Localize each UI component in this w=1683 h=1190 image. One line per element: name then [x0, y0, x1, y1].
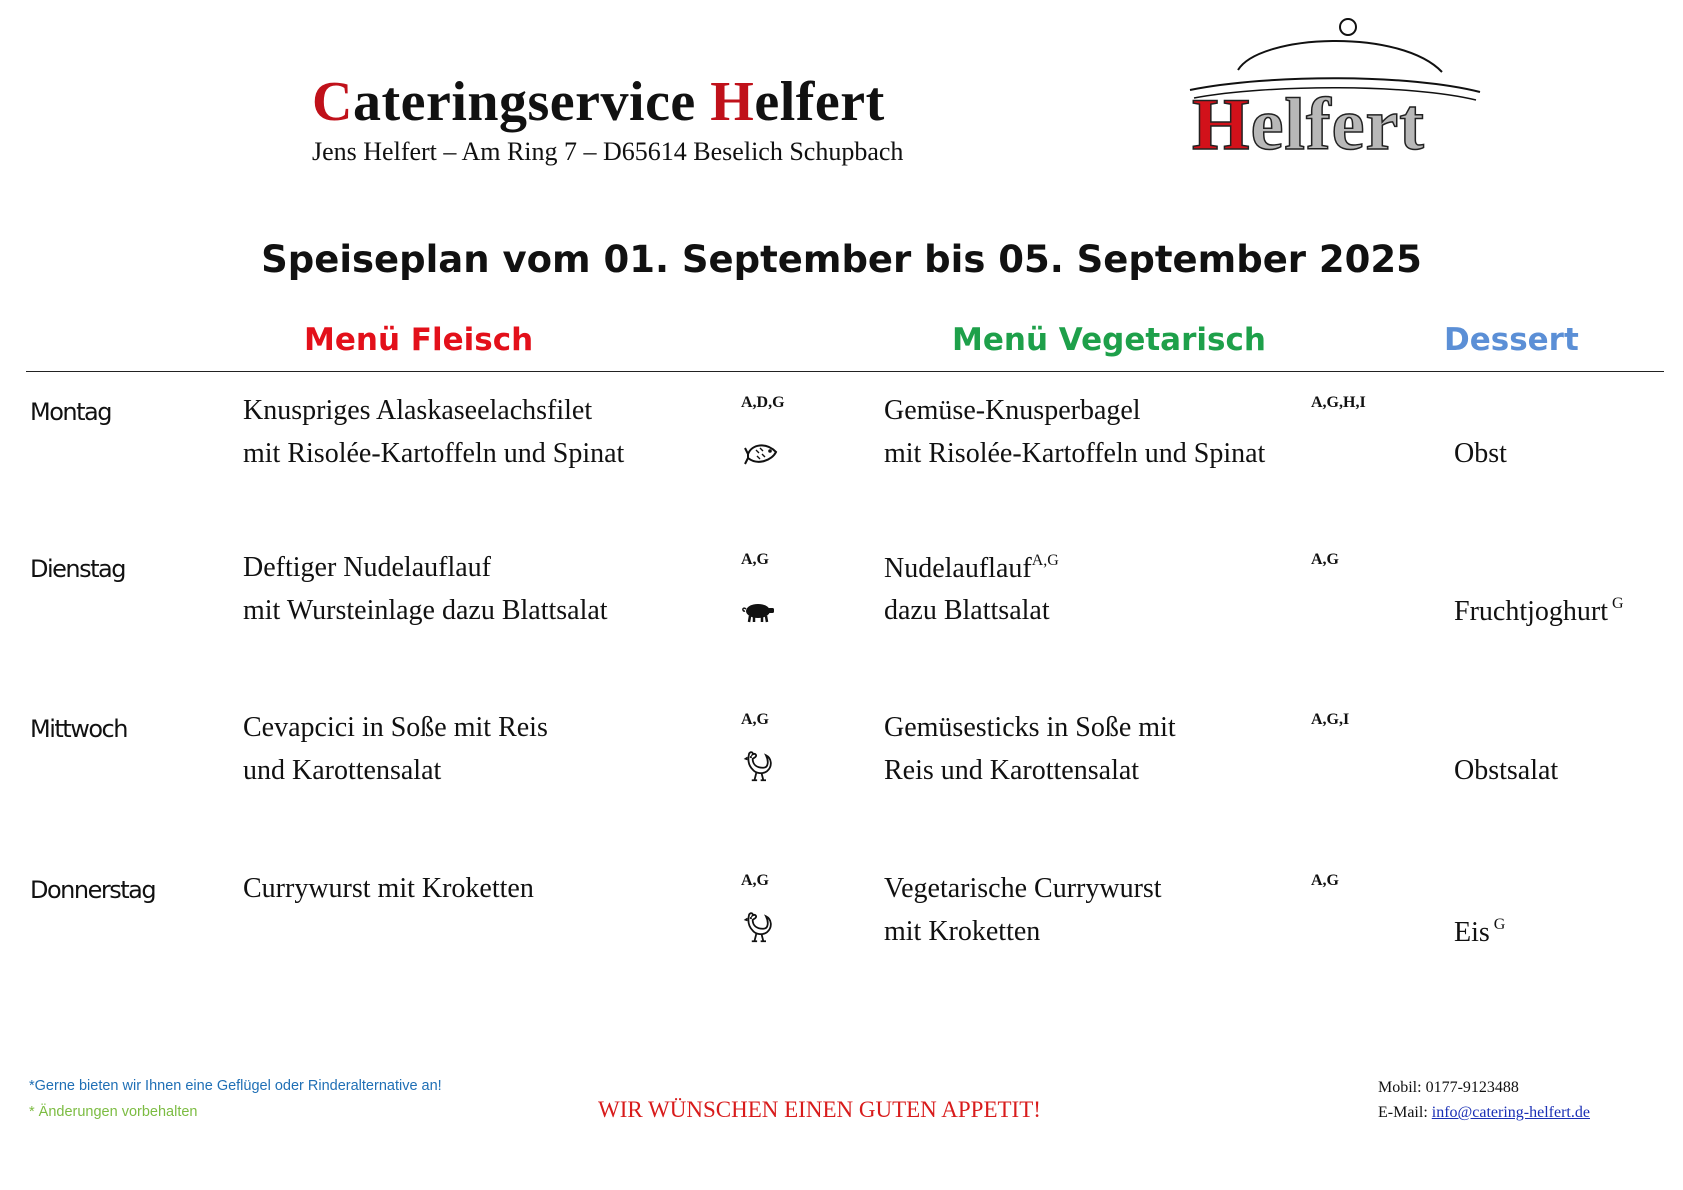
meat-allergens: A,D,G [741, 394, 785, 411]
dessert-text: Obst [1454, 438, 1507, 469]
meat-allergens: A,G [741, 711, 769, 728]
veg-allergens: A,G,I [1311, 711, 1350, 728]
page-title: Speiseplan vom 01. September bis 05. September 2025 [261, 238, 1422, 281]
veg-dish-line1-text: Nudelauflauf [884, 553, 1032, 584]
company-name-part2: elfert [754, 71, 885, 133]
header-divider [26, 371, 1664, 372]
veg-dish-line1-text: Vegetarische Currywurst [884, 873, 1162, 904]
logo-letters-rest: elfert [1250, 84, 1425, 166]
dessert-allergens: G [1612, 595, 1624, 612]
company-initial-h: H [710, 71, 755, 133]
day-label: Montag [30, 398, 111, 426]
meat-dish-line1: Deftiger Nudelauflauf [243, 552, 491, 583]
meat-dish-line2: und Karottensalat [243, 755, 442, 786]
veg-allergens: A,G [1311, 551, 1339, 568]
meat-allergens: A,G [741, 872, 769, 889]
dessert-item [1454, 755, 1558, 787]
meat-dish-line2: mit Wursteinlage dazu Blattsalat [243, 595, 608, 626]
appetit-message: WIR WÜNSCHEN EINEN GUTEN APPETIT! [598, 1097, 1041, 1122]
day-label: Mittwoch [30, 715, 127, 743]
dessert-text: Obstsalat [1454, 755, 1559, 786]
contact-email [1378, 1104, 1590, 1122]
contact-mobile: Mobil: 0177-9123488 [1378, 1079, 1519, 1096]
logo-wordmark [1192, 84, 1425, 166]
company-initial-c: C [312, 71, 353, 133]
dessert-text: Fruchtjoghurt [1454, 596, 1608, 627]
dessert-allergens: G [1493, 916, 1506, 933]
dessert-text: Eis [1454, 917, 1490, 948]
email-label: E-Mail: [1378, 1104, 1432, 1121]
veg-dish-line1 [884, 395, 1141, 427]
column-header-dessert: Dessert [1444, 322, 1579, 358]
rooster-icon [740, 911, 776, 943]
meat-allergens: A,G [741, 551, 769, 568]
dessert-item [1454, 916, 1505, 949]
veg-dish-line1-text: Gemüse-Knusperbagel [884, 395, 1141, 426]
meat-dish-line1: Currywurst mit Kroketten [243, 873, 534, 904]
note-changes: * Änderungen vorbehalten [29, 1104, 198, 1120]
logo-letter-h: H [1192, 84, 1251, 166]
company-name [312, 71, 885, 133]
fish-icon [744, 438, 780, 470]
company-name-part1: ateringservice [352, 71, 711, 133]
veg-dish-line1 [884, 552, 1059, 585]
veg-dish-line2: Reis und Karottensalat [884, 755, 1140, 786]
veg-allergens: A,G,H,I [1311, 394, 1366, 411]
email-link[interactable]: info@catering-helfert.de [1431, 1104, 1590, 1121]
note-alternative: *Gerne bieten wir Ihnen eine Geflügel oder Rinderalternative an! [29, 1078, 442, 1094]
veg-dish-line2: dazu Blattsalat [884, 595, 1050, 626]
veg-dish-line2: mit Kroketten [884, 916, 1041, 947]
day-label: Dienstag [30, 555, 125, 583]
pig-icon [740, 596, 776, 628]
meat-dish-line2: mit Risolée-Kartoffeln und Spinat [243, 438, 625, 469]
column-header-fleisch: Menü Fleisch [304, 322, 534, 358]
dessert-item [1454, 595, 1624, 628]
rooster-icon [740, 750, 776, 782]
veg-dish-line1-text: Gemüsesticks in Soße mit [884, 712, 1176, 743]
column-header-vegetarisch: Menü Vegetarisch [952, 322, 1266, 358]
veg-allergens: A,G [1311, 872, 1339, 889]
meat-dish-line1: Knuspriges Alaskaseelachsfilet [243, 395, 593, 426]
day-label: Donnerstag [30, 876, 156, 904]
company-address: Jens Helfert – Am Ring 7 – D65614 Beselich Schupbach [312, 137, 904, 166]
veg-dish-line1 [884, 712, 1176, 744]
meat-dish-line1: Cevapcici in Soße mit Reis [243, 712, 548, 743]
veg-dish-line2: mit Risolée-Kartoffeln und Spinat [884, 438, 1266, 469]
veg-dish-line1-allergens: A,G [1031, 552, 1059, 569]
veg-dish-line1 [884, 873, 1162, 905]
dessert-item [1454, 438, 1507, 470]
